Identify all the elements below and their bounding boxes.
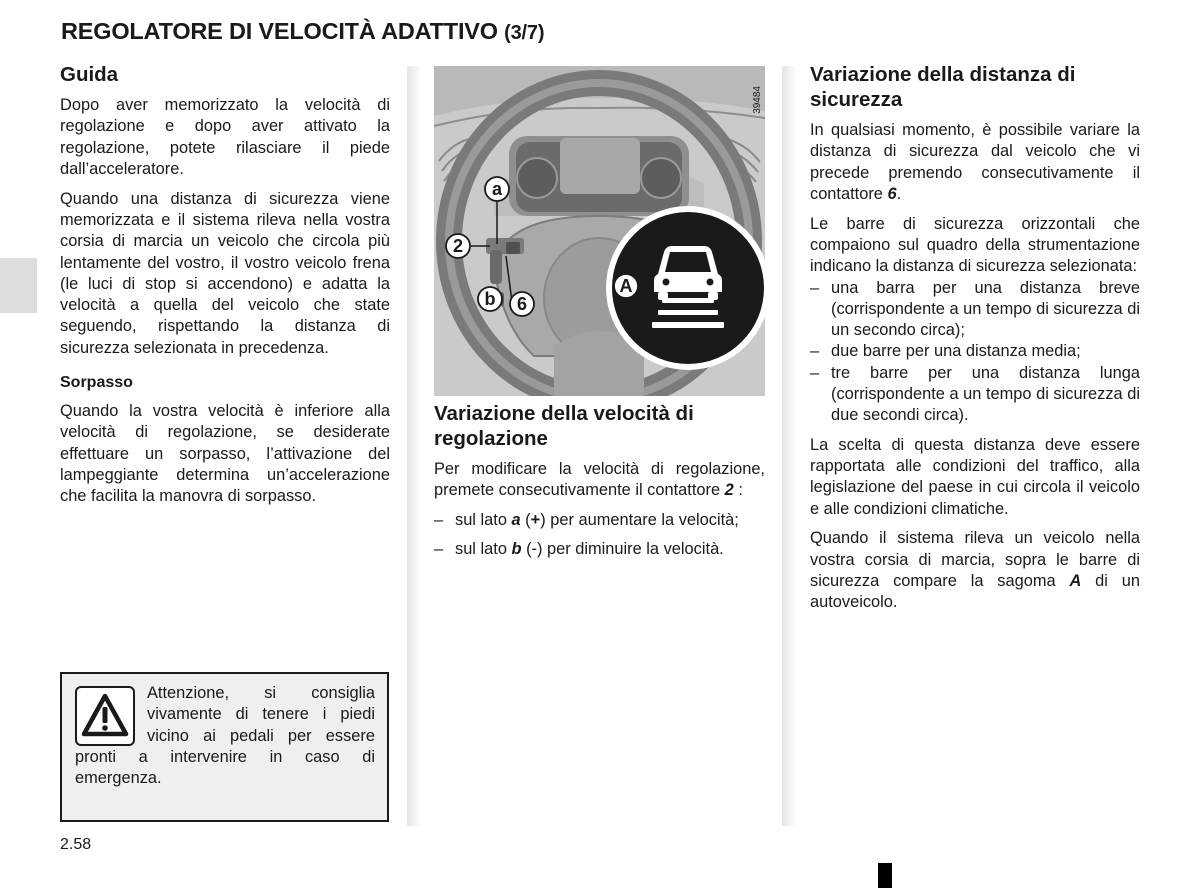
distance-bars-list xyxy=(810,278,1140,427)
list-item: – sul lato b (-) per diminuire la velocità. xyxy=(434,539,765,560)
label-a: a xyxy=(491,179,503,199)
label-A: A xyxy=(619,276,633,296)
list-item: – tre barre per una distanza lunga (corrispondente a un tempo di sicurezza di due secondi circa). xyxy=(810,363,1140,427)
figure-ref-number: 39484 xyxy=(752,86,763,114)
page-title: REGOLATORE DI VELOCITÀ ADATTIVO (3/7) xyxy=(61,18,545,44)
column-distanza xyxy=(810,62,1140,622)
label-6: 6 xyxy=(516,294,528,314)
paragraph: La scelta di questa distanza deve essere rapportata alle condizioni del traffico, alla legislazione del paese in cui circola il veicolo e alle condizioni climatiche. xyxy=(810,435,1140,518)
label-b: b xyxy=(484,289,496,309)
section-heading-guida: Guida xyxy=(60,63,119,86)
warning-box xyxy=(60,672,389,822)
paragraph: Quando la vostra velocità è inferiore alla velocità di regolazione, se desiderate effettuare un sorpasso, l’attivazione del lampeggiante determina un’accelerazione che facilita la manovra di sorpasso. xyxy=(60,402,390,506)
steering-wheel-drawing xyxy=(434,66,765,396)
page-part: (3/7) xyxy=(504,22,545,44)
page-edge-marker xyxy=(878,863,892,888)
section-heading-velocita: Variazione della velocità di regolazione xyxy=(434,402,694,450)
paragraph: Dopo aver memorizzato la velocità di regolazione e dopo aver attivato la regolazione, potete rilasciare il piede dall’acceleratore. xyxy=(60,96,390,178)
list-item: – una barra per una distanza breve (corrispondente a un tempo di sicurezza di un secondo circa); xyxy=(810,278,1140,342)
paragraph: Quando il sistema rileva un veicolo nella vostra corsia di marcia, sopra le barre di sicurezza compare la sagoma A di un autoveicolo. xyxy=(810,529,1140,612)
column-divider-2 xyxy=(782,66,796,826)
speed-adjust-list xyxy=(434,510,765,561)
section-tab xyxy=(0,258,37,313)
column-guida xyxy=(60,62,390,516)
paragraph: In qualsiasi momento, è possibile variare la distanza di sicurezza dal veicolo che vi precede premendo consecutivamente il contattore 6. xyxy=(810,121,1140,203)
paragraph: Quando una distanza di sicurezza viene memorizzata e il sistema rileva nella vostra corsia di marcia un veicolo che circola più lentamente del vostro, il vostro veicolo frena (le luci di stop si accendono) e adatta la velocità a quella del veicolo che state seguendo, rispettando la distanza di sicurezza selezionata in precedenza. xyxy=(60,189,390,357)
label-2: 2 xyxy=(452,236,464,256)
warning-text: Attenzione, si consiglia vivamente di tenere i piedi vicino ai pedali per essere pronti a intervenire in caso di emergenza. xyxy=(75,684,375,788)
column-velocita xyxy=(434,401,765,569)
column-divider-1 xyxy=(407,66,421,826)
list-item: – sul lato a (+) per aumentare la velocità; xyxy=(434,510,765,531)
steering-wheel-illustration xyxy=(434,66,765,396)
paragraph: Le barre di sicurezza orizzontali che compaiono sul quadro della strumentazione indicano la distanza di sicurezza selezionata: xyxy=(810,214,1140,276)
paragraph: Per modificare la velocità di regolazione, premete consecutivamente il contattore 2 : xyxy=(434,460,765,500)
page-number: 2.58 xyxy=(60,836,92,853)
section-heading-distanza: Variazione della distanza di sicurezza xyxy=(810,63,1076,111)
warning-triangle-icon xyxy=(75,686,135,746)
list-item: – due barre per una distanza media; xyxy=(810,341,1140,362)
subheading-sorpasso: Sorpasso xyxy=(60,374,133,392)
